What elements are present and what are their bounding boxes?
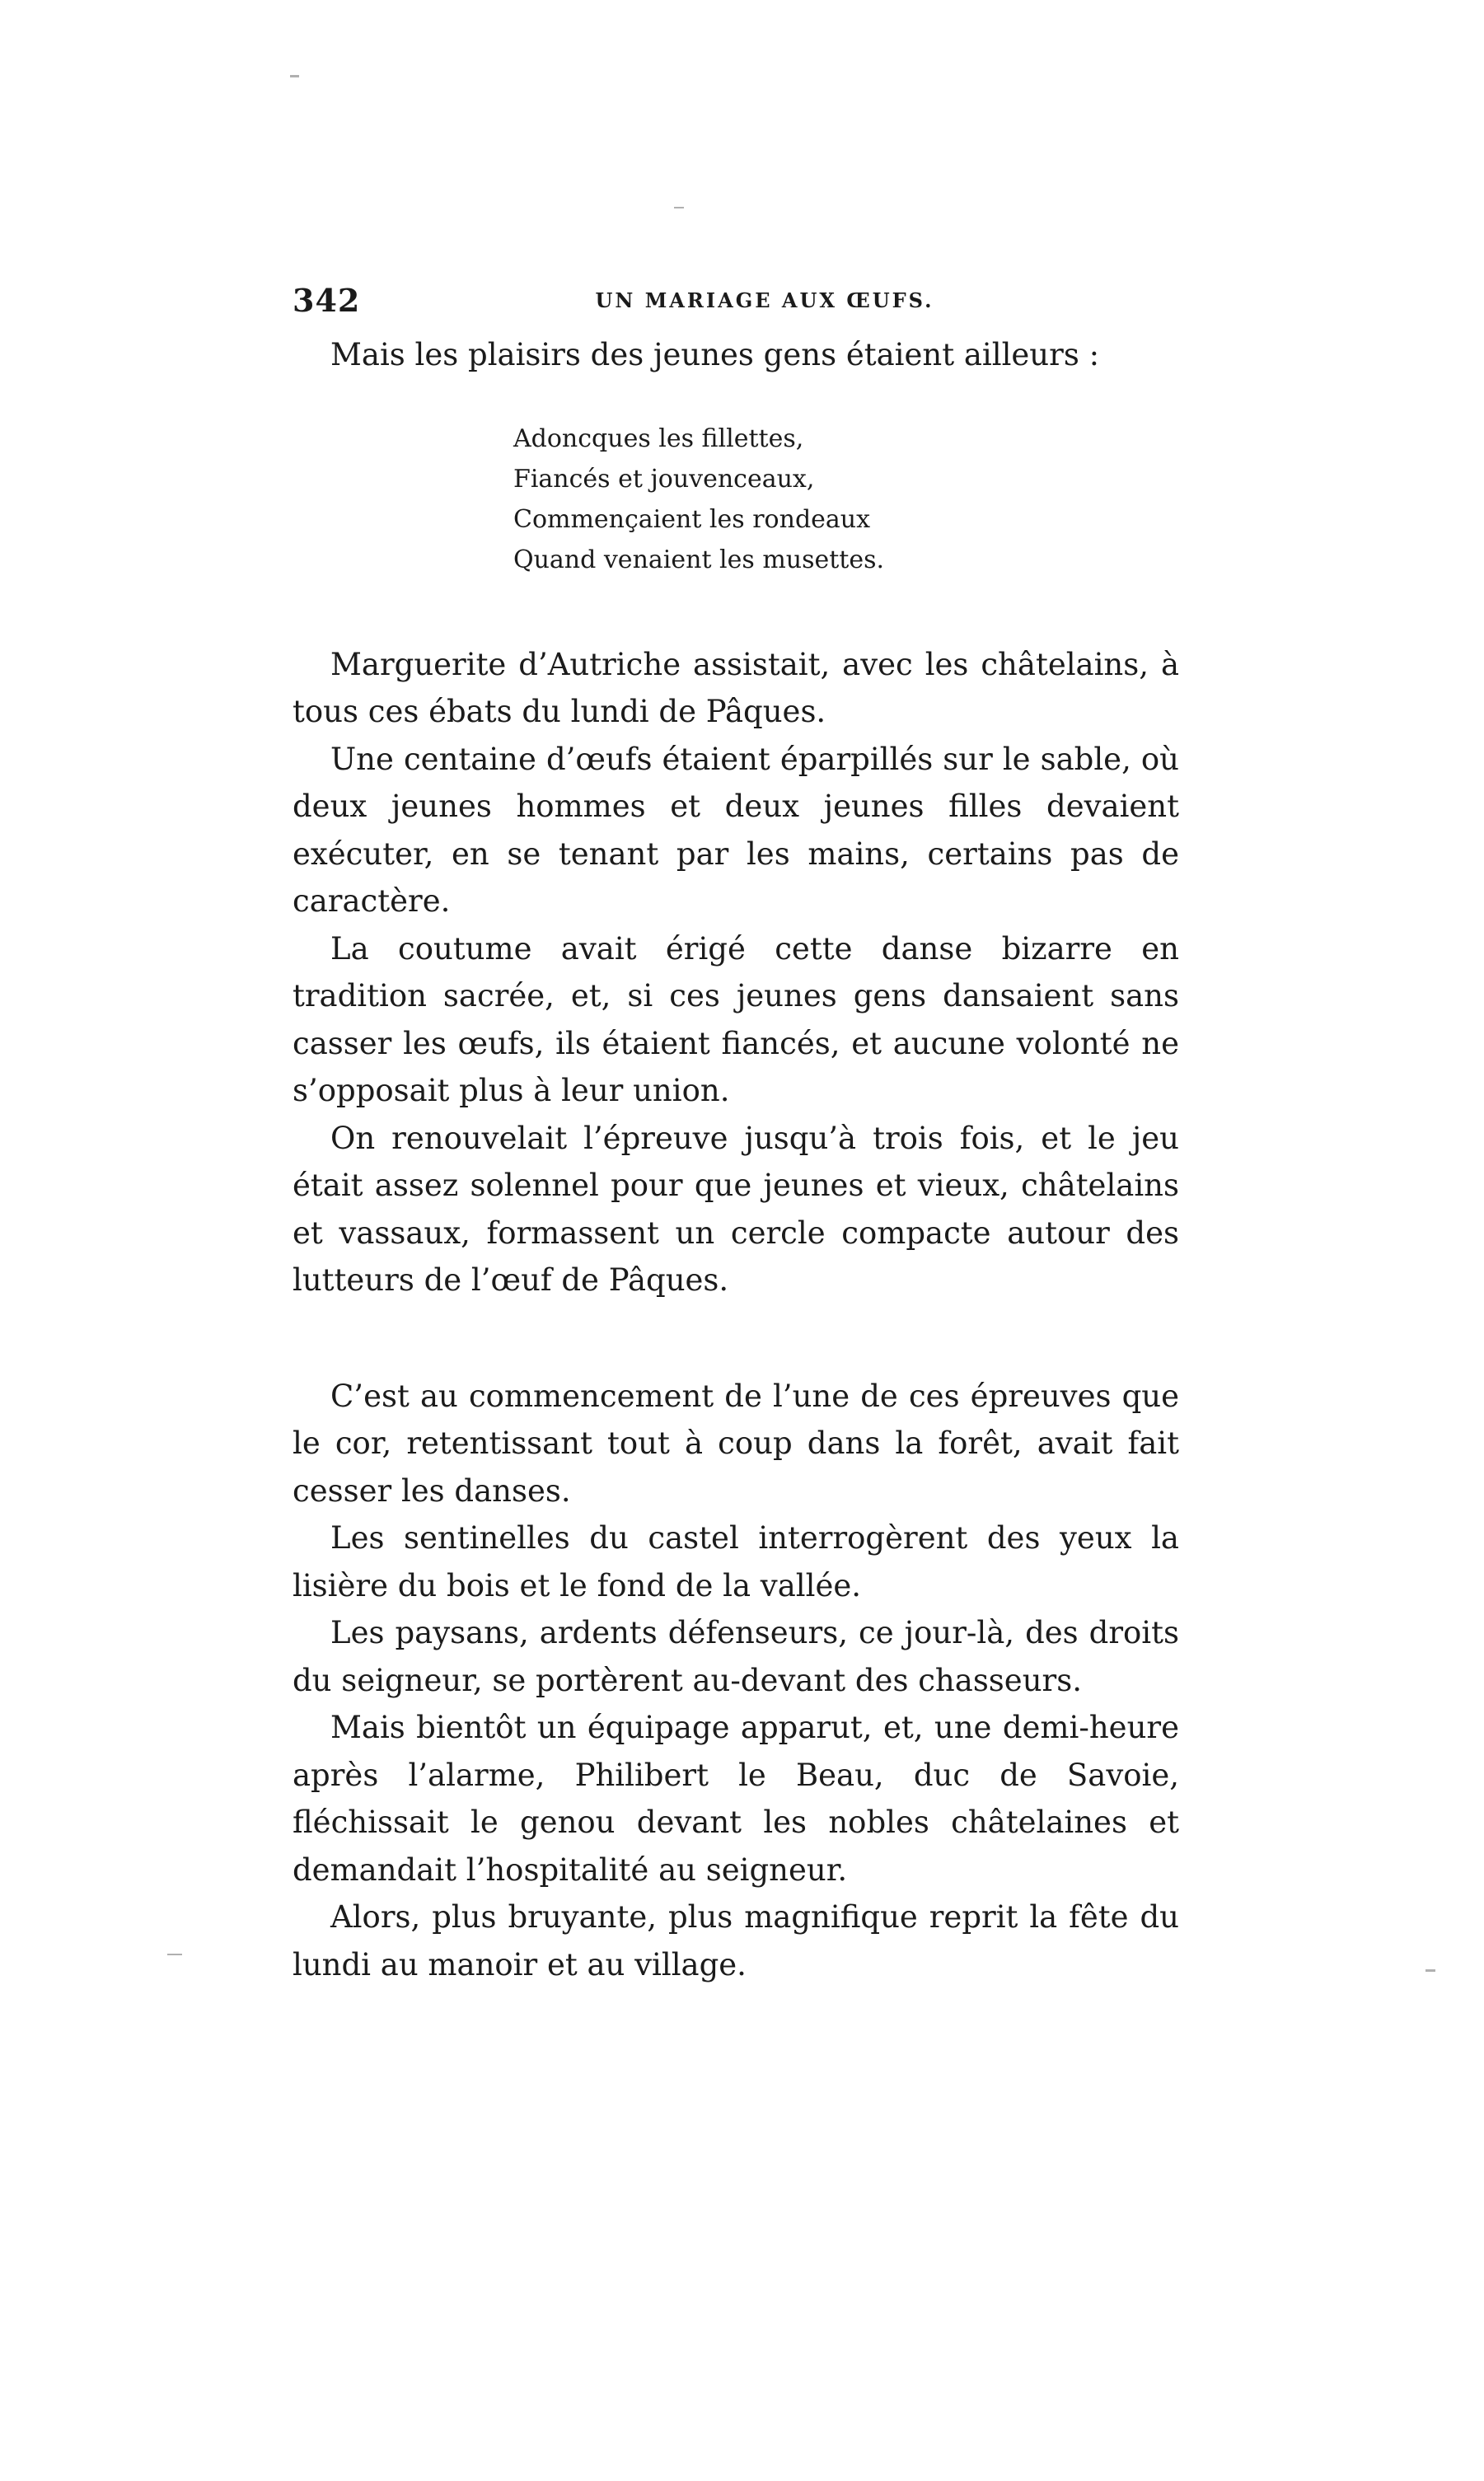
body-paragraph: Marguerite d’Autriche assistait, avec les châtelains, à tous ces ébats du lundi de Pâques. xyxy=(293,646,1179,729)
scan-speck xyxy=(1425,1969,1435,1972)
body-paragraph: Une centaine d’œufs étaient éparpillés sur le sable, où deux jeunes hommes et deux jeunes filles devaient exécuter, en se tenant par les mains, certains pas de caractère. xyxy=(293,741,1179,919)
body-paragraph: Mais bientôt un équipage apparut, et, une demi-heure après l’alarme, Philibert le Beau, duc de Savoie, fléchissait le genou devant les nobles châtelaines et demandait l’hospitalité au seigneur. xyxy=(293,1710,1179,1888)
verse-block xyxy=(513,419,1179,580)
running-head xyxy=(293,282,1179,321)
running-title: UN MARIAGE AUX ŒUFS. xyxy=(595,288,934,312)
body-paragraph: C’est au commencement de l’une de ces épreuves que le cor, retentissant tout à coup dans la forêt, avait fait cesser les danses. xyxy=(293,1378,1179,1509)
verse-line: Fiancés et jouvenceaux, xyxy=(513,464,815,494)
verse-line: Adoncques les fillettes, xyxy=(513,424,804,453)
text-block xyxy=(293,282,1179,1988)
body-paragraph: Alors, plus bruyante, plus magnifique reprit la fête du lundi au manoir et au village. xyxy=(293,1899,1179,1982)
body-paragraph: Les paysans, ardents défenseurs, ce jour-là, des droits du seigneur, se portèrent au-devant des chasseurs. xyxy=(293,1615,1179,1698)
body-paragraph: On renouvelait l’épreuve jusqu’à trois fois, et le jeu était assez solennel pour que jeunes et vieux, châtelains et vassaux, formassent un cercle compacte autour des lutteurs de l’œuf de Pâques. xyxy=(293,1120,1179,1298)
opening-line: Mais les plaisirs des jeunes gens étaient ailleurs : xyxy=(330,337,1100,372)
scan-speck xyxy=(167,1954,182,1955)
verse-line: Commençaient les rondeaux xyxy=(513,504,871,534)
scan-speck xyxy=(674,207,684,208)
section-break xyxy=(293,1304,1179,1373)
scan-speck xyxy=(290,75,299,77)
body-paragraph: La coutume avait érigé cette danse bizarre en tradition sacrée, et, si ces jeunes gens dansaient sans casser les œufs, ils étaient fiancés, et aucune volonté ne s’opposait plus à leur union. xyxy=(293,930,1179,1108)
body-paragraph: Les sentinelles du castel interrogèrent des yeux la lisière du bois et le fond de la vallée. xyxy=(293,1520,1179,1603)
page-number: 342 xyxy=(293,282,361,319)
verse-line: Quand venaient les musettes. xyxy=(513,545,885,574)
